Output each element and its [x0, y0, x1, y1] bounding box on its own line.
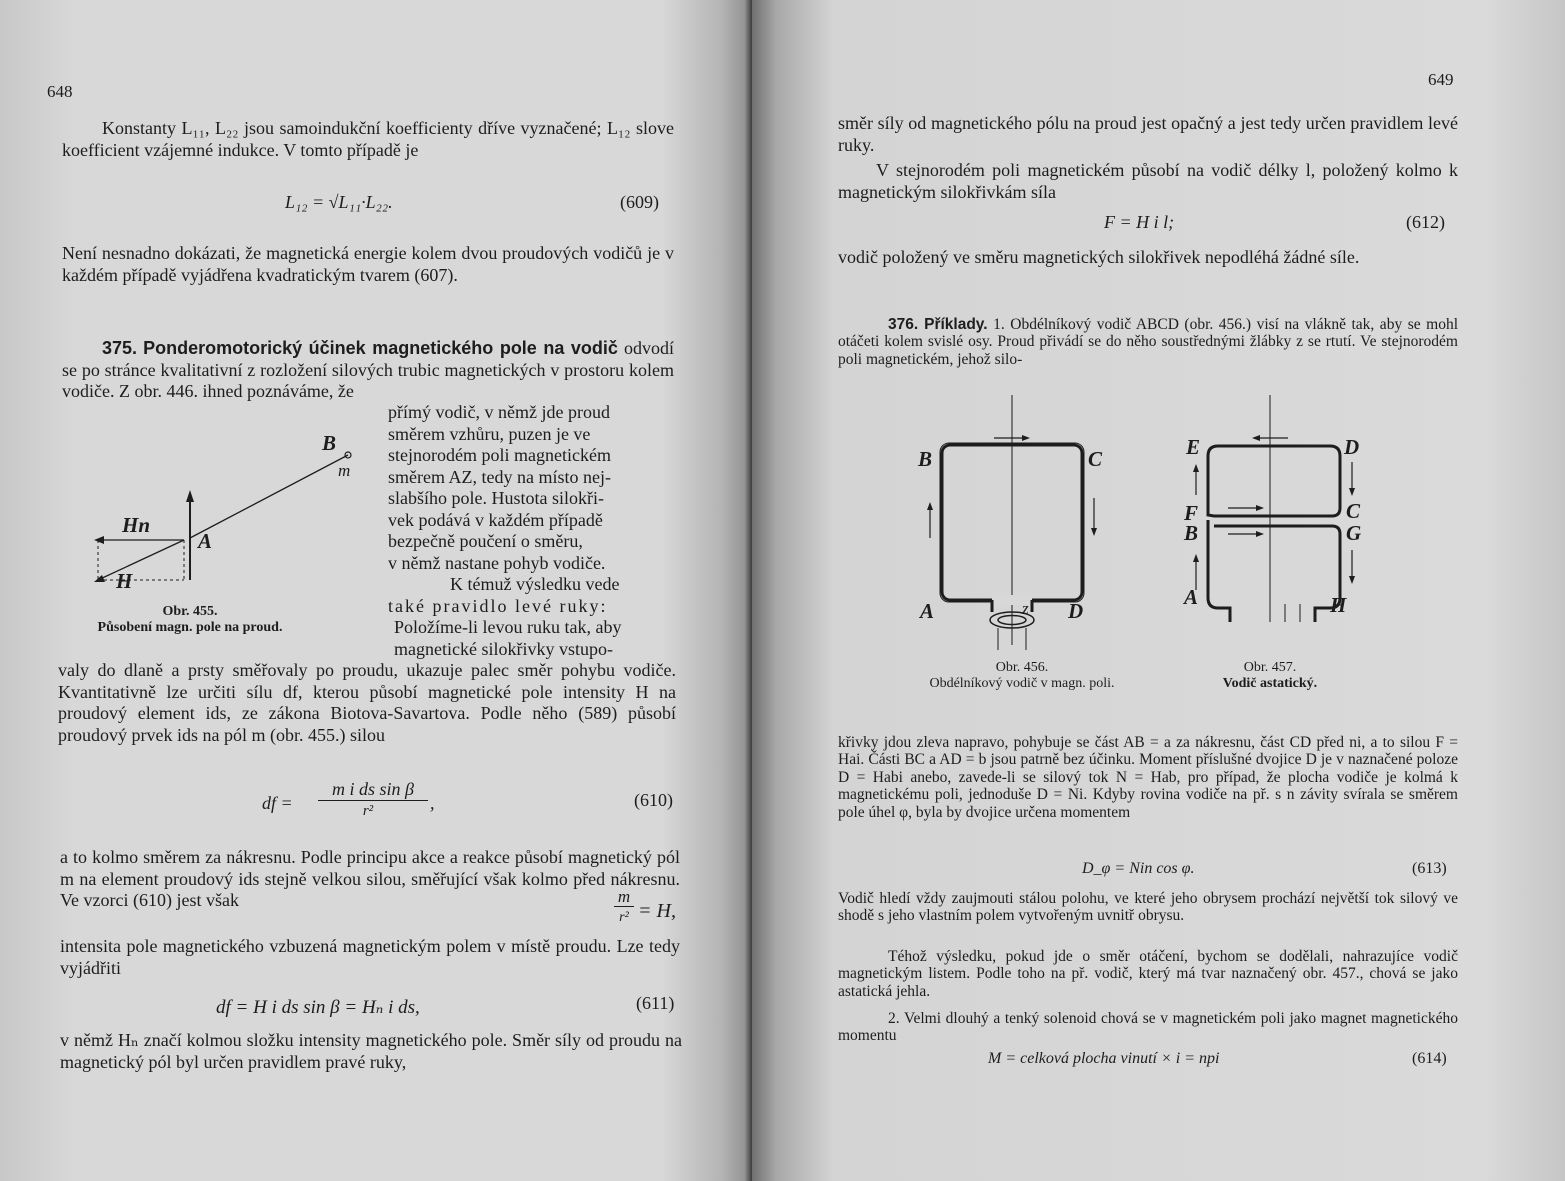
- equation-number: (614): [1412, 1050, 1447, 1067]
- text-line: také pravidlo levé ruky:: [388, 595, 608, 616]
- fraction-equals: = H,: [638, 900, 676, 922]
- paragraph: vodič položený ve směru magnetických silokřivek nepodléhá žádné síle.: [838, 247, 1360, 267]
- paragraph: Není nesnadno dokázati, že magnetická energie kolem dvou proudových vodičů je v každém případě vyjádřena kvadratickým tvarem (607).: [62, 243, 674, 285]
- page-number: 648: [47, 82, 73, 101]
- figure-455-caption: [97, 604, 380, 636]
- label-H: H: [1330, 593, 1347, 617]
- text-line: vek podává v každém případě: [388, 509, 603, 530]
- label-B: B: [1184, 521, 1199, 545]
- label-Hn: Hn: [122, 513, 151, 537]
- caption-text: Působení magn. pole na proud.: [97, 620, 283, 635]
- page-number: 649: [1428, 70, 1454, 89]
- paragraph-text: a to kolmo směrem za nákresnu. Podle principu akce a reakce působí magnetický pól m na element proudový ids stejně velkou silou, směřující však kolmo před nákresnu. Ve vzorci (610) jest však: [60, 847, 680, 910]
- left-page: 648 Konstanty L₁₁, L₂₂ jsou samoindukční koefficienty dříve vyznačené; L₁₂ slove koefficient vzájemné indukce. V tomto případě je L₁₂ = √L₁₁·L₂₂. (609) Není nesnadno dokázati, že magnetická energie kolem dvou proudových vodičů je v každém případě vyjádřena kvadratickým tvarem (607). 375. Ponderomotorický účinek magnetického pole na vodič odvodí se po stránce kvalitativní z rozložení silových trubic magnetických v prostoru kolem vodiče. Z obr. 446. ihned poznáváme, že přímý vodič, v němž jde proud směrem vzhůru, puzen je ve stejnorodém poli magnetickém směrem AZ, tedy na místo nej- slabšího pole. Hustota silokři- vek podává v každém případě bezpečně poučení o směru, v němž nastane pohyb vodiče. K témuž výsledku vede také pravidlo levé ruky: Položíme-li levou ruku tak, aby magnetické silokřivky vstupo- B m Hn A H Obr. 455. Působení magn. pole na proud. valy do dlaně a prsty směřovaly po proudu, ukazuje palec směr pohybu vodiče. Kvantitativně lze určiti sílu df, kterou působí magnetické pole intensity H na proudový element ids, ze zákona Biotova-Savartova. Podle něho (589) působí proudový prvek ids na pól m (obr. 455.) silou df = m i ds sin β r² , (610) a to kolmo směrem za nákresnu. Podle principu akce a reakce působí magnetický pól m na element proudový ids stejně velkou silou, směřující však kolmo před nákresnu. Ve vzorci (610) jest však m r² = H, intensita pole magnetického vzbuzená magnetickým polem v místě proudu. Lze tedy vyjádřiti df = H i ds sin β = Hₙ i ds, (611) v němž Hₙ značí kolmou složku intensity magnetického pole. Směr síly od proudu na magnetický pól byl určen pravidlem pravé ruky,: [0, 0, 752, 1181]
- caption-text: Obdélníkový vodič v magn. poli.: [929, 676, 1115, 691]
- equation-611: df = H i ds sin β = Hₙ i ds,: [216, 997, 420, 1018]
- label-B: B: [918, 447, 933, 471]
- label-z: z: [1022, 599, 1029, 618]
- label-H: H: [116, 569, 133, 593]
- text-line: bezpečně poučení o směru,: [388, 531, 583, 551]
- text-line: K témuž výsledku vede: [450, 574, 620, 594]
- paragraph: 2. Velmi dlouhý a tenký solenoid chová se v magnetickém poli jako magnet magnetického momentu: [838, 1010, 1458, 1045]
- fraction-denominator: r²: [619, 910, 629, 925]
- paragraph: Vodič hledí vždy zaujmouti stálou polohu, ve které jeho obrysem prochází největší tok silový ve shodě s jeho vlastním polem vytvořeným uvnitř obrysu.: [838, 890, 1458, 925]
- caption-number: Obr. 457.: [1243, 660, 1297, 675]
- section-title: Ponderomotorický účinek magnetického pole na vodič: [143, 338, 618, 358]
- paragraph: směr síly od magnetického pólu na proud jest opačný a jest tedy určen pravidlem levé ruky.: [838, 113, 1458, 155]
- section-text: 1. Obdélníkový vodič ABCD (obr. 456.) visí na vlákně tak, aby se mohl otáčeti kolem svislé osy. Proud přivádí se do něho soustřednými žlábky z se rtutí. Ve stejnorodém poli magnetickém, jehož silo-: [838, 316, 1459, 368]
- figure-456: [912, 390, 1142, 660]
- text-line: směrem vzhůru, puzen je ve: [388, 423, 591, 444]
- caption-number: Obr. 455.: [162, 604, 218, 619]
- equation-number: (612): [1406, 212, 1445, 232]
- paragraph: Konstanty L₁₁, L₂₂ jsou samoindukční koefficienty dříve vyznačené; L₁₂ slove koefficient vzájemné indukce. V tomto případě je: [62, 118, 674, 160]
- equation-612: F = H i l;: [1104, 212, 1175, 232]
- paragraph: intensita pole magnetického vzbuzená magnetickým polem v místě proudu. Lze tedy vyjádřiti: [60, 936, 680, 978]
- section-376: [838, 316, 1458, 368]
- figure-457-caption: [1170, 660, 1370, 692]
- equation-613: D_φ = Nin cos φ.: [1082, 860, 1195, 877]
- label-E: E: [1186, 435, 1201, 459]
- caption-text: Vodič astatický.: [1222, 676, 1318, 691]
- eq-numerator: m i ds sin β: [318, 778, 428, 801]
- label-G: G: [1346, 521, 1362, 545]
- equation-614: M = celková plocha vinutí × i = npi: [988, 1050, 1220, 1067]
- section-number: 375.: [102, 338, 138, 358]
- eq-denominator: r²: [362, 803, 374, 819]
- label-D: D: [1344, 435, 1360, 459]
- figure-455: [80, 420, 380, 610]
- label-A: A: [198, 529, 213, 553]
- equation-number: (610): [634, 790, 673, 810]
- paragraph: Téhož výsledku, pokud jde o směr otáčení, bychom se dodělali, nahrazujíce vodič magnetickým listem. Podle toho na př. vodič, který má tvar naznačený obr. 457., chová se jako astatická jehla.: [838, 948, 1458, 1000]
- text-line: Položíme-li levou ruku tak, aby: [394, 617, 622, 637]
- label-B: B: [322, 431, 337, 455]
- label-A: A: [1184, 585, 1199, 609]
- text-line: magnetické silokřivky vstupo-: [394, 638, 613, 659]
- paragraph: v němž Hₙ značí kolmou složku intensity magnetického pole. Směr síly od proudu na magnetický pól byl určen pravidlem pravé ruky,: [60, 1030, 682, 1072]
- equation-number: (613): [1412, 860, 1447, 877]
- section-title: 376. Příklady.: [888, 316, 988, 333]
- paragraph: V stejnorodém poli magnetickém působí na vodič délky l, položený kolmo k magnetickým silokřivkám síla: [838, 160, 1458, 202]
- text-line: v němž nastane pohyb vodiče.: [388, 552, 606, 573]
- figure-457: [1170, 390, 1370, 660]
- equation-number: (611): [636, 993, 675, 1013]
- caption-number: Obr. 456.: [995, 660, 1049, 675]
- paragraph: valy do dlaně a prsty směřovaly po proudu, ukazuje palec směr pohybu vodiče. Kvantitativně lze určiti sílu df, kterou působí magnetické pole intensity H na proudový element ids, ze zákona Biotova-Savartova. Podle něho (589) působí proudový prvek ids na pól m (obr. 455.) silou: [58, 660, 676, 745]
- label-A: A: [920, 599, 935, 623]
- figure-456-caption: [872, 660, 1172, 692]
- section-375: [62, 338, 674, 403]
- text-line: stejnorodém poli magnetickém: [388, 445, 611, 465]
- equation-number: (609): [620, 192, 659, 212]
- equation-609: L₁₂ = √L₁₁·L₂₂.: [285, 192, 393, 212]
- paragraph: křivky jdou zleva napravo, pohybuje se část AB = a za nákresnu, část CD před ni, a to silou F = Hai. Části BC a AD = b jsou patrně bez účinku. Moment příslušné dvojice D je v naznačené poloze D = Habi anebo, zavede-li se silový tok N = Hab, pro případ, že plocha vodiče je kolmá k magnetickému poli, jednoduše D = Ni. Kdyby rovina vodiče na př. s n závity svírala se směrem pole úhel φ, byla by dvojice určena momentem: [838, 734, 1458, 821]
- text-line: přímý vodič, v němž jde proud: [388, 402, 610, 422]
- fraction-numerator: m: [614, 888, 634, 907]
- label-m: m: [338, 461, 351, 480]
- label-C: C: [1346, 499, 1361, 523]
- section-text: odvodí se po stránce kvalitativní z rozložení silových trubic magnetických v prostoru kolem vodiče. Z obr. 446. ihned poznáváme, že: [62, 338, 674, 401]
- label-F: F: [1184, 501, 1199, 525]
- label-D: D: [1068, 599, 1084, 623]
- label-C: C: [1088, 447, 1103, 471]
- right-page: [752, 0, 1565, 1181]
- paragraph: [60, 847, 680, 912]
- text-line: slabšího pole. Hustota silokři-: [388, 488, 604, 508]
- eq-lhs: df =: [262, 793, 293, 813]
- text-line: směrem AZ, tedy na místo nej-: [388, 466, 611, 487]
